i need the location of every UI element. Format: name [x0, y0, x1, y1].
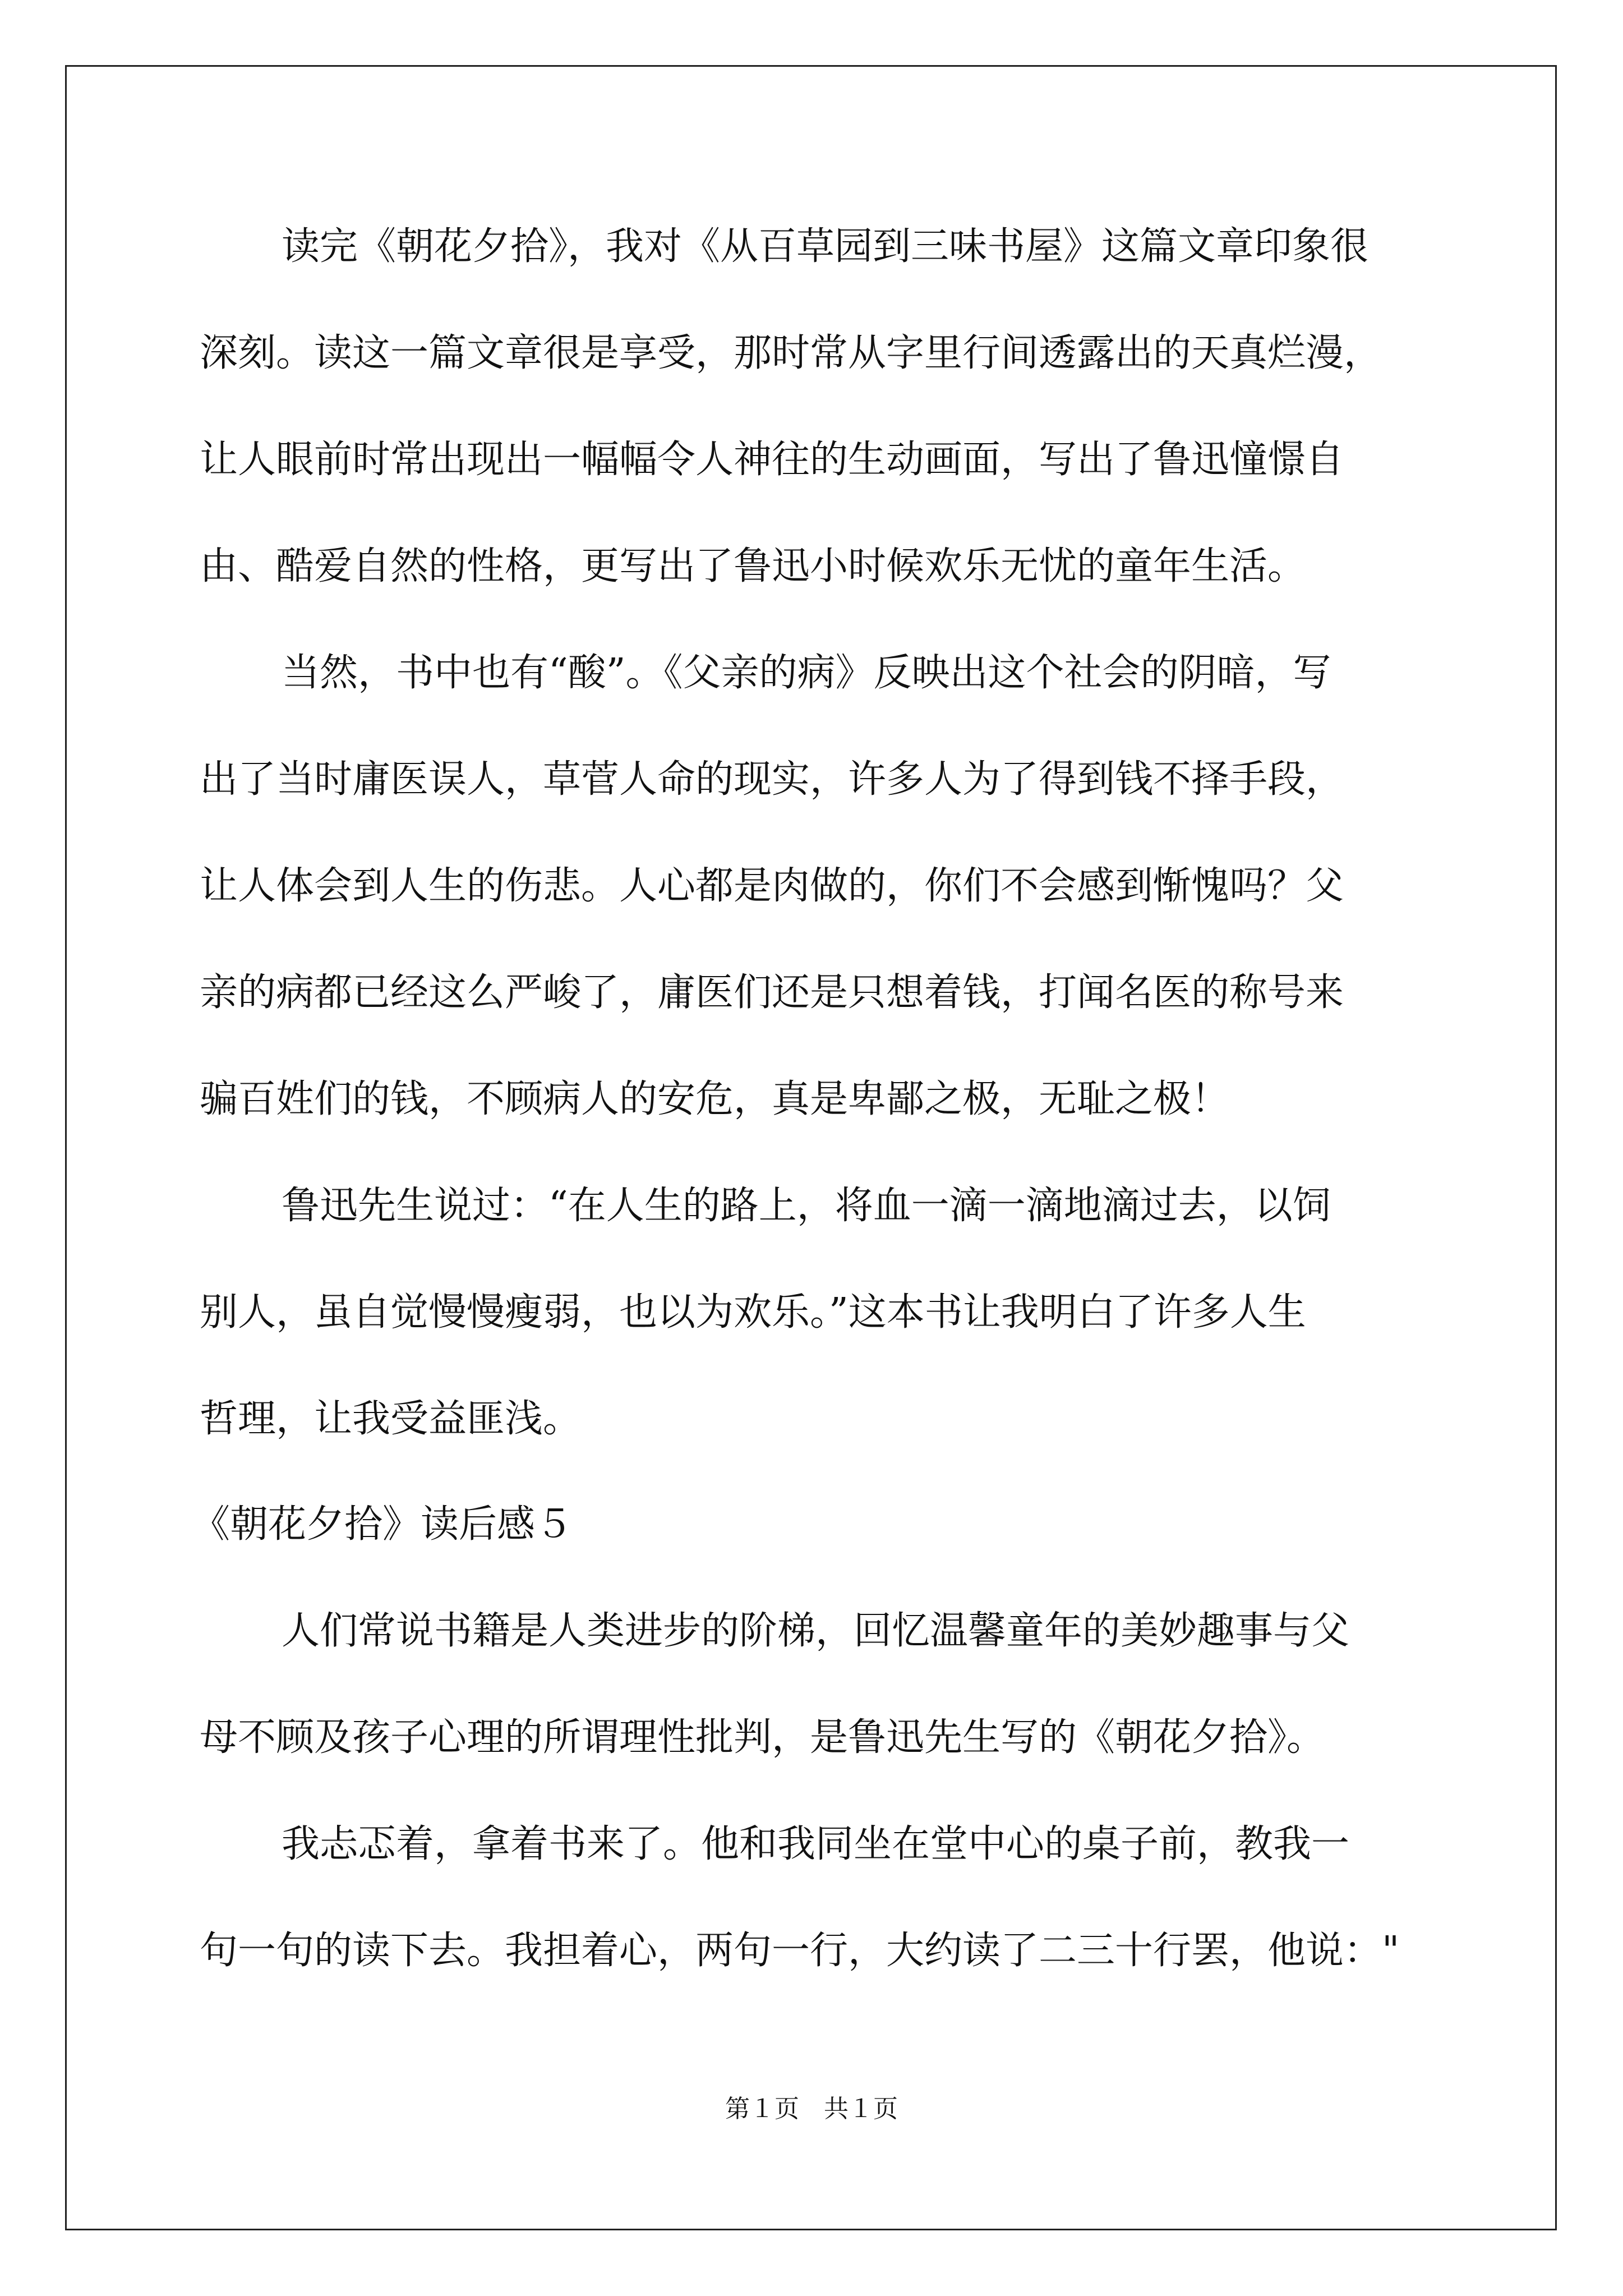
essay-body-section-2 — [200, 1598, 1433, 2024]
paragraph-line: 骗百姓们的钱，不顾病人的安危，真是卑鄙之极，无耻之极！ — [200, 1077, 1230, 1121]
paragraph-line: 当然，书中也有“酸”。《父亲的病》反映出这个社会的阴暗，写 — [282, 651, 1331, 695]
paragraph-line: 出了当时庸医误人，草菅人命的现实，许多人为了得到钱不择手段， — [200, 757, 1344, 802]
paragraph-line: 别人，虽自觉慢慢瘦弱，也以为欢乐。”这本书让我明白了许多人生 — [200, 1290, 1306, 1335]
paragraph-line: 哲理，让我受益匪浅。 — [200, 1397, 582, 1441]
paragraph-line: 由、酷爱自然的性格，更写出了鲁迅小时候欢乐无忧的童年生活。 — [200, 544, 1306, 588]
paragraph-line: 句一句的读下去。我担着心，两句一行，大约读了二三十行罢，他说：" — [200, 1929, 1400, 1973]
paragraph-line: 母不顾及孩子心理的所谓理性批判，是鲁迅先生写的《朝花夕拾》。 — [200, 1715, 1325, 1760]
section-heading: 《朝花夕拾》读后感５ — [192, 1502, 574, 1547]
paragraph-line: 让人体会到人生的伤悲。人心都是肉做的，你们不会感到惭愧吗？父 — [200, 864, 1344, 908]
paragraph-line: 人们常说书籍是人类进步的阶梯，回忆温馨童年的美妙趣事与父 — [282, 1609, 1350, 1653]
paragraph-line: 鲁迅先生说过：“在人生的路上，将血一滴一滴地滴过去，以饲 — [282, 1184, 1331, 1228]
paragraph-line: 读完《朝花夕拾》，我对《从百草园到三味书屋》这篇文章印象很 — [282, 224, 1369, 269]
paragraph-line: 让人眼前时常出现出一幅幅令人神往的生动画面，写出了鲁迅憧憬自 — [200, 438, 1344, 482]
essay-body — [200, 213, 1433, 1492]
paragraph-line: 亲的病都已经这么严峻了，庸医们还是只想着钱，打闻名医的称号来 — [200, 970, 1344, 1015]
paragraph-line: 深刻。读这一篇文章很是享受，那时常从字里行间透露出的天真烂漫， — [200, 331, 1382, 375]
paragraph-line: 我忐忑着，拿着书来了。他和我同坐在堂中心的桌子前，教我一 — [282, 1822, 1350, 1866]
page-number-footer: 第１页 共１页 — [725, 2095, 898, 2123]
